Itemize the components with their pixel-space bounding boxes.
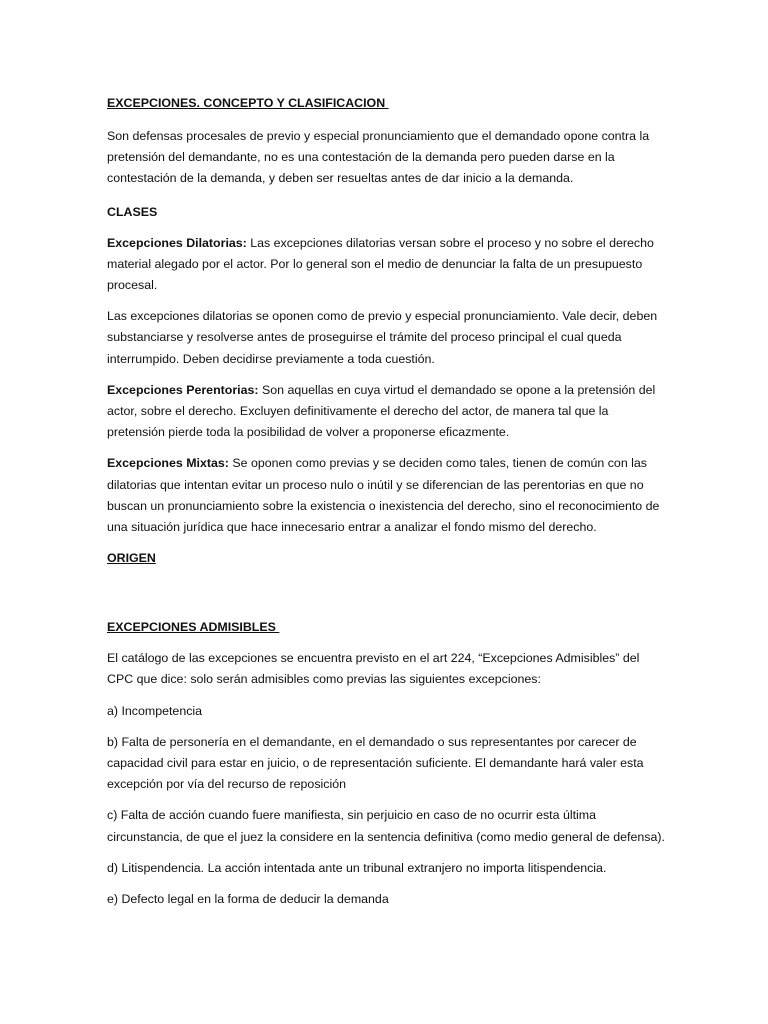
list-item: b) Falta de personería en el demandante, en el demandado o sus representantes por carecer de capacidad civil para estar en juicio, o de representación suficiente. El demandante hará valer esta excepción por vía del recurso de reposición [107,734,644,792]
list-item: e) Defecto legal en la forma de deducir la demanda [107,892,389,907]
list-item: c) Falta de acción cuando fuere manifiesta, sin perjuicio en caso de no ocurrir esta última circunstancia, de que el juez la considere en la sentencia definitiva (como medio general de defensa). [107,808,665,844]
list-item: a) Incompetencia [107,703,203,718]
mixtas-paragraph [107,453,667,538]
perentorias-text: Son aquellas en cuya virtud el demandado se opone a la pretensión del actor, sobre el derecho. Excluyen definitivamente el derecho del actor, de manera tal que la pretensión pierde toda la posibilidad de volver a proponerse eficazmente. [107,382,656,440]
dilatorias-paragraph [107,233,667,297]
clases-heading: CLASES [107,204,158,219]
list-item: d) Litispendencia. La acción intentada ante un tribunal extranjero no importa litispendencia. [107,860,607,875]
dilatorias-term: Excepciones Dilatorias: [107,235,247,250]
dilatorias-note-paragraph: Las excepciones dilatorias se oponen como de previo y especial pronunciamiento. Vale decir, deben substanciarse y resolverse antes de proseguirse el trámite del proceso principal el cual queda interrumpido. Deben decidirse previamente a toda cuestión. [107,309,658,366]
perentorias-paragraph [107,380,667,444]
origen-heading: ORIGEN [107,551,156,566]
admisibles-heading: EXCEPCIONES ADMISIBLES [107,620,280,635]
mixtas-term: Excepciones Mixtas: [107,456,229,471]
dilatorias-text: Las excepciones dilatorias versan sobre el proceso y no sobre el derecho material alegado por el actor. Por lo general son el medio de denunciar la falta de un presupuesto procesal. [107,235,654,293]
document-title: EXCEPCIONES. CONCEPTO Y CLASIFICACION [107,96,389,110]
admisibles-intro-paragraph: El catálogo de las excepciones se encuentra previsto en el art 224, “Excepciones Admisibles” del CPC que dice: solo serán admisibles como previas las siguientes excepciones: [107,651,640,687]
perentorias-term: Excepciones Perentorias: [107,382,259,397]
intro-paragraph: Son defensas procesales de previo y especial pronunciamiento que el demandado opone contra la pretensión del demandante, no es una contestación de la demanda pero pueden darse en la contestación de la demanda, y deben ser resueltas antes de dar inicio a la demanda. [107,129,650,186]
mixtas-text: Se oponen como previas y se deciden como tales, tienen de común con las dilatorias que intentan evitar un proceso nulo o inútil y se diferencian de las perentorias en que no buscan un pronunciamiento sobre la existencia o inexistencia del derecho, sino el reconocimiento de una situación jurídica que hace innecesario entrar a analizar el fondo mismo del derecho. [107,456,660,535]
document-page [107,93,667,910]
